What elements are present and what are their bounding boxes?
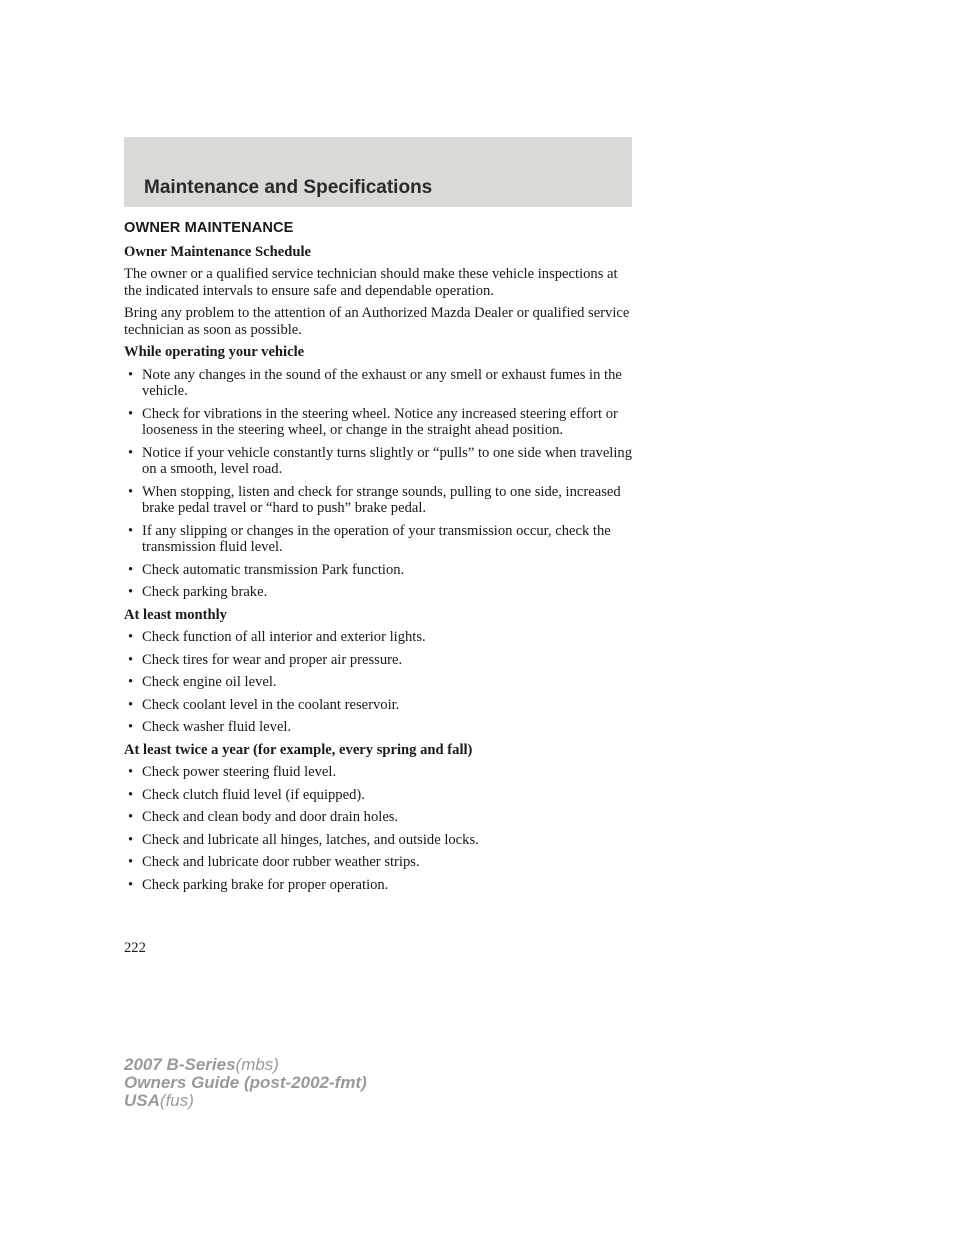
bullet-icon: • <box>128 696 134 713</box>
list-item: • If any slipping or changes in the operation of your transmission occur, check the transmission fluid level. <box>128 522 611 555</box>
footer-market-code: (fus) <box>159 1091 194 1110</box>
checklist-monthly <box>124 629 634 736</box>
schedule-title: Owner Maintenance Schedule <box>124 243 312 260</box>
bullet-icon: • <box>128 674 134 690</box>
list-item: • Check and clean body and door drain holes. <box>128 809 399 825</box>
bullet-icon: • <box>128 876 134 893</box>
section-heading: OWNER MAINTENANCE <box>124 220 294 236</box>
list-item: • Check parking brake for proper operation. <box>128 876 389 893</box>
list-item: • Check for vibrations in the steering wheel. Notice any increased steering effort or looseness in the steering wheel, or change in the straight ahead position. <box>128 405 618 438</box>
bullet-icon: • <box>128 651 134 668</box>
section-header-title: Maintenance and Specifications <box>144 177 433 198</box>
list-item: • Check power steering fluid level. <box>128 764 337 780</box>
footer-line-model <box>124 1056 367 1074</box>
list-item: • Notice if your vehicle constantly turns slightly or “pulls” to one side when traveling on a smooth, level road. <box>128 444 632 477</box>
list-item: • Check function of all interior and exterior lights. <box>128 629 426 645</box>
footer-market: USA <box>124 1091 160 1110</box>
intro-paragraph: The owner or a qualified service technician should make these vehicle inspections at the indicated intervals to ensure safe and dependable operation. <box>124 266 618 299</box>
footer-model-code: (mbs) <box>235 1055 279 1074</box>
bullet-icon: • <box>128 483 134 500</box>
page-content <box>124 220 634 899</box>
section-header-band <box>124 137 632 207</box>
bullet-icon: • <box>128 854 134 870</box>
document-footer <box>124 1056 367 1110</box>
list-item: • Check washer fluid level. <box>128 719 292 735</box>
bullet-icon: • <box>128 561 134 578</box>
footer-guide: Owners Guide (post-2002-fmt) <box>124 1073 367 1092</box>
bullet-icon: • <box>128 831 134 848</box>
intro-paragraph: Bring any problem to the attention of an Authorized Mazda Dealer or qualified service technician as soon as possible. <box>124 305 630 338</box>
list-item: • When stopping, listen and check for strange sounds, pulling to one side, increased brake pedal travel or “hard to push” brake pedal. <box>128 483 621 516</box>
bullet-icon: • <box>128 786 134 803</box>
bullet-icon: • <box>128 366 134 383</box>
bullet-icon: • <box>128 764 134 780</box>
list-item: • Check tires for wear and proper air pressure. <box>128 651 403 668</box>
list-item: • Check coolant level in the coolant reservoir. <box>128 696 400 713</box>
bullet-icon: • <box>128 405 134 422</box>
bullet-icon: • <box>128 522 134 539</box>
list-item: • Check engine oil level. <box>128 674 277 690</box>
footer-line-market <box>124 1092 367 1110</box>
list-item: • Check and lubricate all hinges, latches, and outside locks. <box>128 831 479 848</box>
list-item: • Note any changes in the sound of the exhaust or any smell or exhaust fumes in the vehicle. <box>128 366 622 399</box>
group-title-twice-yearly: At least twice a year (for example, every spring and fall) <box>124 741 473 758</box>
bullet-icon: • <box>128 444 134 461</box>
bullet-icon: • <box>128 809 134 825</box>
checklist-twice-yearly <box>124 764 634 893</box>
group-title-monthly: At least monthly <box>124 606 227 623</box>
bullet-icon: • <box>128 719 134 735</box>
page-number: 222 <box>124 940 146 956</box>
list-item: • Check and lubricate door rubber weather strips. <box>128 854 420 870</box>
bullet-icon: • <box>128 584 134 600</box>
list-item: • Check clutch fluid level (if equipped). <box>128 786 365 803</box>
group-title-operating: While operating your vehicle <box>124 344 305 360</box>
bullet-icon: • <box>128 629 134 645</box>
checklist-operating <box>124 367 634 601</box>
list-item: • Check parking brake. <box>128 584 268 600</box>
footer-line-guide <box>124 1074 367 1092</box>
footer-model: 2007 B-Series <box>124 1055 236 1074</box>
list-item: • Check automatic transmission Park function. <box>128 561 405 578</box>
